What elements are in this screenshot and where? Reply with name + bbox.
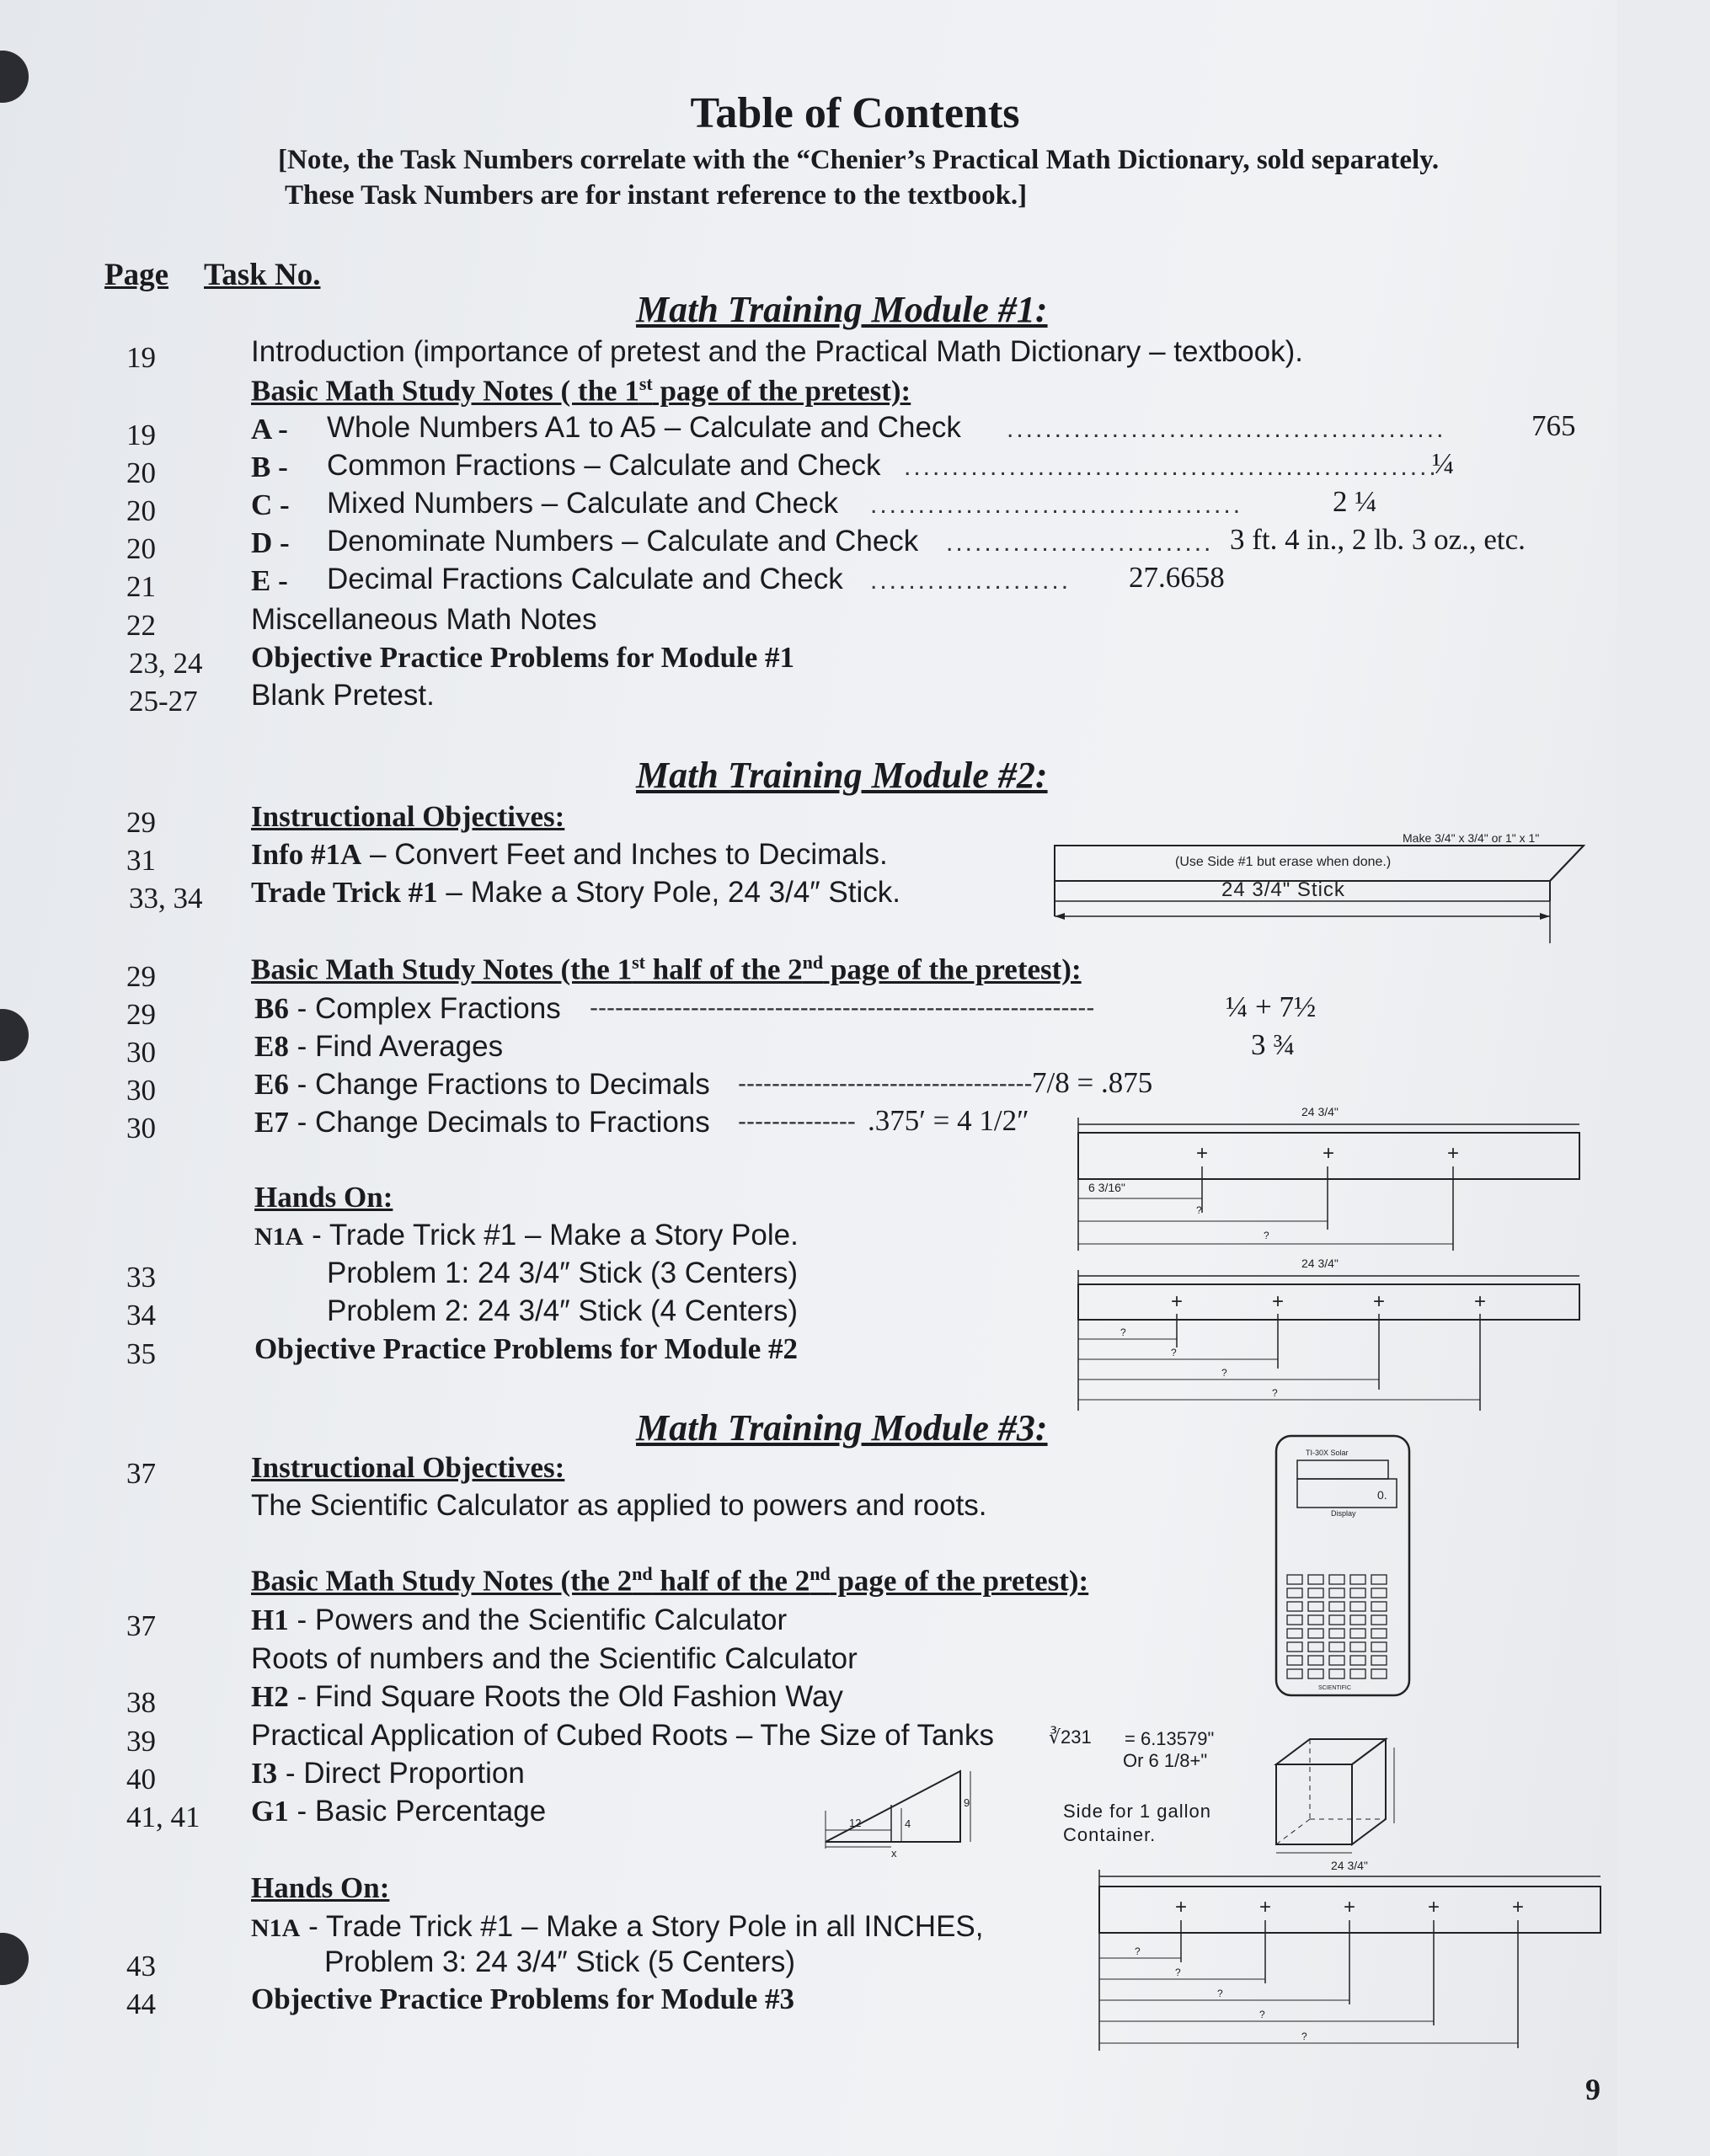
dimension-label: 12 xyxy=(849,1817,862,1829)
page-number: 30 xyxy=(126,1112,156,1145)
page-number: 39 xyxy=(126,1725,156,1758)
page-number: 20 xyxy=(126,456,156,489)
problem-text: Problem 2: 24 3/4″ Stick (4 Centers) xyxy=(327,1294,799,1327)
caption: Side for 1 gallon xyxy=(1063,1801,1211,1822)
task-title: Decimal Fractions Calculate and Check xyxy=(327,563,843,595)
unknown-mark: ? xyxy=(1171,1347,1177,1358)
dimension-label: 4 xyxy=(905,1817,911,1830)
task-code: B - xyxy=(251,451,288,483)
hands-on-heading: Hands On: xyxy=(251,1871,390,1904)
page-number: 29 xyxy=(126,998,156,1031)
module-3-heading: Math Training Module #3: xyxy=(636,1407,1048,1449)
unknown-mark: ? xyxy=(1135,1945,1141,1957)
example-value: 3 ¾ xyxy=(1251,1028,1296,1061)
task-entry: E7 - Change Decimals to Fractions xyxy=(254,1106,710,1139)
calculator-model: TI-30X Solar xyxy=(1306,1449,1349,1457)
caption: Container. xyxy=(1063,1824,1157,1845)
task-entry: I3 - Direct Proportion xyxy=(251,1757,525,1790)
cube-root-expression: ∛231 xyxy=(1049,1726,1092,1748)
stick-label-main: 24 3/4" Stick xyxy=(1221,878,1345,901)
page-number: 29 xyxy=(126,960,156,993)
dimension-label: 6 3/16" xyxy=(1088,1181,1125,1194)
leader-dashes: ------------------------------------------------------------ xyxy=(590,994,1095,1022)
svg-text:+: + xyxy=(1259,1896,1272,1919)
page-number-footer: 9 xyxy=(1585,2073,1600,2106)
example-value: 27.6658 xyxy=(1129,561,1225,594)
task-title: Whole Numbers A1 to A5 – Calculate and Check xyxy=(327,411,961,444)
calculator-display: 0. xyxy=(1377,1488,1387,1502)
page-number: 23, 24 xyxy=(129,647,203,680)
stick-label-use: (Use Side #1 but erase when done.) xyxy=(1175,855,1392,869)
module-3-notes-heading: Basic Math Study Notes (the 2nd half of the 2nd page of the pretest): xyxy=(251,1563,1089,1598)
page-number: 44 xyxy=(126,1988,156,2020)
page-number: 37 xyxy=(126,1609,156,1642)
proportion-triangle-diagram xyxy=(817,1764,973,1860)
unknown-mark: ? xyxy=(1221,1367,1227,1379)
page-number: 40 xyxy=(126,1763,156,1796)
task-code: A - xyxy=(251,413,288,446)
instructional-objectives: Instructional Objectives: xyxy=(251,800,565,833)
task-entry: H1 - Powers and the Scientific Calculator xyxy=(251,1604,788,1636)
page-number: 19 xyxy=(126,419,156,451)
unknown-mark: ? xyxy=(1264,1230,1269,1241)
page-number: 19 xyxy=(126,341,156,374)
story-pole-diagram-4-centers xyxy=(1070,1255,1584,1415)
svg-text:+: + xyxy=(1323,1142,1335,1165)
task-code: D - xyxy=(251,526,290,559)
unknown-mark: ? xyxy=(1259,2009,1265,2020)
cube-root-result: Or 6 1/8+" xyxy=(1123,1750,1208,1771)
svg-text:+: + xyxy=(1175,1896,1188,1919)
display-label: Display xyxy=(1331,1509,1356,1518)
leader-dots: ....................................... xyxy=(870,491,1243,519)
entry-text: Miscellaneous Math Notes xyxy=(251,603,597,636)
example-value: 7/8 = .875 xyxy=(1032,1066,1153,1099)
story-pole-stick-illustration xyxy=(1045,825,1592,952)
page-number: 33 xyxy=(126,1261,156,1294)
task-code: C - xyxy=(251,488,290,521)
svg-text:+: + xyxy=(1373,1290,1386,1313)
task-entry: E6 - Change Fractions to Decimals xyxy=(254,1068,710,1101)
story-pole-diagram-3-centers xyxy=(1070,1099,1584,1255)
column-header-task: Task No. xyxy=(204,258,321,292)
svg-text:+: + xyxy=(1474,1290,1487,1313)
svg-text:+: + xyxy=(1447,1142,1460,1165)
story-pole-diagram-5-centers xyxy=(1091,1853,1605,2055)
task-code: E - xyxy=(251,564,288,597)
leader-dots: ........................................................ xyxy=(904,453,1439,481)
task-title: Mixed Numbers – Calculate and Check xyxy=(327,487,838,520)
entry-text: N1A - Trade Trick #1 – Make a Story Pole. xyxy=(254,1219,799,1251)
dimension-label: 24 3/4" xyxy=(1301,1257,1339,1270)
leader-dots: ............................ xyxy=(946,529,1214,557)
page-number: 35 xyxy=(126,1337,156,1370)
unknown-mark: ? xyxy=(1272,1387,1278,1399)
hands-on-heading: Hands On: xyxy=(254,1181,393,1214)
entry-text: Practical Application of Cubed Roots – The Size of Tanks xyxy=(251,1719,994,1752)
leader-dots: ..................... xyxy=(870,567,1071,595)
module-1-notes-heading: Basic Math Study Notes ( the 1st page of the pretest): xyxy=(251,373,911,408)
note-line-2: These Task Numbers are for instant reference to the textbook.] xyxy=(285,180,1028,211)
entry-text: Blank Pretest. xyxy=(251,679,435,712)
page-number: 29 xyxy=(126,806,156,839)
example-value: 3 ft. 4 in., 2 lb. 3 oz., etc. xyxy=(1230,523,1526,556)
svg-text:+: + xyxy=(1171,1290,1184,1313)
dimension-label: 24 3/4" xyxy=(1331,1859,1368,1872)
entry-text: Info #1A – Convert Feet and Inches to Decimals. xyxy=(251,838,888,871)
task-title: Common Fractions – Calculate and Check xyxy=(327,449,881,482)
binder-hole xyxy=(0,1009,29,1061)
task-entry: G1 - Basic Percentage xyxy=(251,1795,547,1828)
entry-text: N1A - Trade Trick #1 – Make a Story Pole in all INCHES, xyxy=(251,1910,984,1943)
example-value: .375′ = 4 1/2″ xyxy=(868,1104,1029,1137)
page-number: 20 xyxy=(126,494,156,527)
leader-dashes: -------------- xyxy=(738,1107,856,1135)
task-title: Denominate Numbers – Calculate and Check xyxy=(327,525,919,558)
intro-text: Introduction (importance of pretest and the Practical Math Dictionary – textbook). xyxy=(251,335,1303,368)
example-value: 2 ¼ xyxy=(1333,485,1377,518)
problem-text: Problem 1: 24 3/4″ Stick (3 Centers) xyxy=(327,1257,799,1289)
module-1-heading: Math Training Module #1: xyxy=(636,289,1048,330)
example-value: ¼ + 7½ xyxy=(1226,990,1317,1023)
entry-text: Objective Practice Problems for Module #2 xyxy=(254,1332,799,1365)
stick-label-top: Make 3/4" x 3/4" or 1" x 1" xyxy=(1403,831,1540,845)
task-entry: H2 - Find Square Roots the Old Fashion Way xyxy=(251,1680,843,1713)
page-number: 41, 41 xyxy=(126,1801,200,1833)
column-header-page: Page xyxy=(104,258,169,292)
page-number: 37 xyxy=(126,1457,156,1490)
instructional-objectives: Instructional Objectives: xyxy=(251,1451,565,1484)
entry-text: Objective Practice Problems for Module #3 xyxy=(251,1983,795,2015)
example-value: 765 xyxy=(1531,409,1576,442)
scientific-calculator-illustration xyxy=(1272,1432,1415,1701)
page-number: 25-27 xyxy=(129,685,198,718)
binder-hole xyxy=(0,1933,29,1985)
example-value: ¼ xyxy=(1432,447,1455,480)
leader-dots: .............................................. xyxy=(1007,415,1446,443)
problem-text: Problem 3: 24 3/4″ Stick (5 Centers) xyxy=(324,1945,796,1978)
page-number: 21 xyxy=(126,570,156,603)
unknown-mark: ? xyxy=(1196,1204,1202,1216)
cube-root-result: = 6.13579" xyxy=(1125,1728,1215,1749)
entry-text: The Scientific Calculator as applied to powers and roots. xyxy=(251,1489,987,1522)
page-number: 34 xyxy=(126,1299,156,1331)
entry-text: Objective Practice Problems for Module #1 xyxy=(251,641,795,674)
unknown-mark: ? xyxy=(1120,1326,1126,1338)
gallon-cube-diagram xyxy=(1268,1731,1411,1857)
svg-text:+: + xyxy=(1512,1896,1525,1919)
entry-text: Trade Trick #1 – Make a Story Pole, 24 3/4″ Stick. xyxy=(251,876,900,909)
unknown-mark: x xyxy=(891,1847,897,1860)
note-line-1: [Note, the Task Numbers correlate with the “Chenier’s Practical Math Dictionary, sold separately. xyxy=(278,145,1440,175)
module-2-heading: Math Training Module #2: xyxy=(636,755,1048,796)
page-number: 38 xyxy=(126,1686,156,1719)
page-number: 22 xyxy=(126,609,156,642)
page-number: 43 xyxy=(126,1950,156,1983)
svg-text:+: + xyxy=(1272,1290,1285,1313)
page-number: 20 xyxy=(126,532,156,565)
svg-text:+: + xyxy=(1428,1896,1440,1919)
page-title: Table of Contents xyxy=(690,89,1020,137)
unknown-mark: ? xyxy=(1301,2031,1307,2042)
dimension-label: 24 3/4" xyxy=(1301,1105,1339,1118)
leader-dashes: ----------------------------------- xyxy=(738,1070,1033,1097)
svg-text:+: + xyxy=(1196,1142,1209,1165)
unknown-mark: ? xyxy=(1217,1988,1223,1999)
dimension-label: 9 xyxy=(964,1796,970,1809)
unknown-mark: ? xyxy=(1175,1967,1181,1978)
page-number: 33, 34 xyxy=(129,882,203,915)
calculator-brand: SCIENTIFIC xyxy=(1318,1685,1351,1691)
entry-text: Roots of numbers and the Scientific Calculator xyxy=(251,1642,858,1675)
svg-text:+: + xyxy=(1344,1896,1356,1919)
page-number: 30 xyxy=(126,1074,156,1107)
module-2-notes-heading: Basic Math Study Notes (the 1st half of the 2nd page of the pretest): xyxy=(251,952,1082,986)
task-entry: B6 - Complex Fractions xyxy=(254,992,561,1025)
task-entry: E8 - Find Averages xyxy=(254,1030,504,1063)
page-number: 30 xyxy=(126,1036,156,1069)
page-number: 31 xyxy=(126,844,156,877)
